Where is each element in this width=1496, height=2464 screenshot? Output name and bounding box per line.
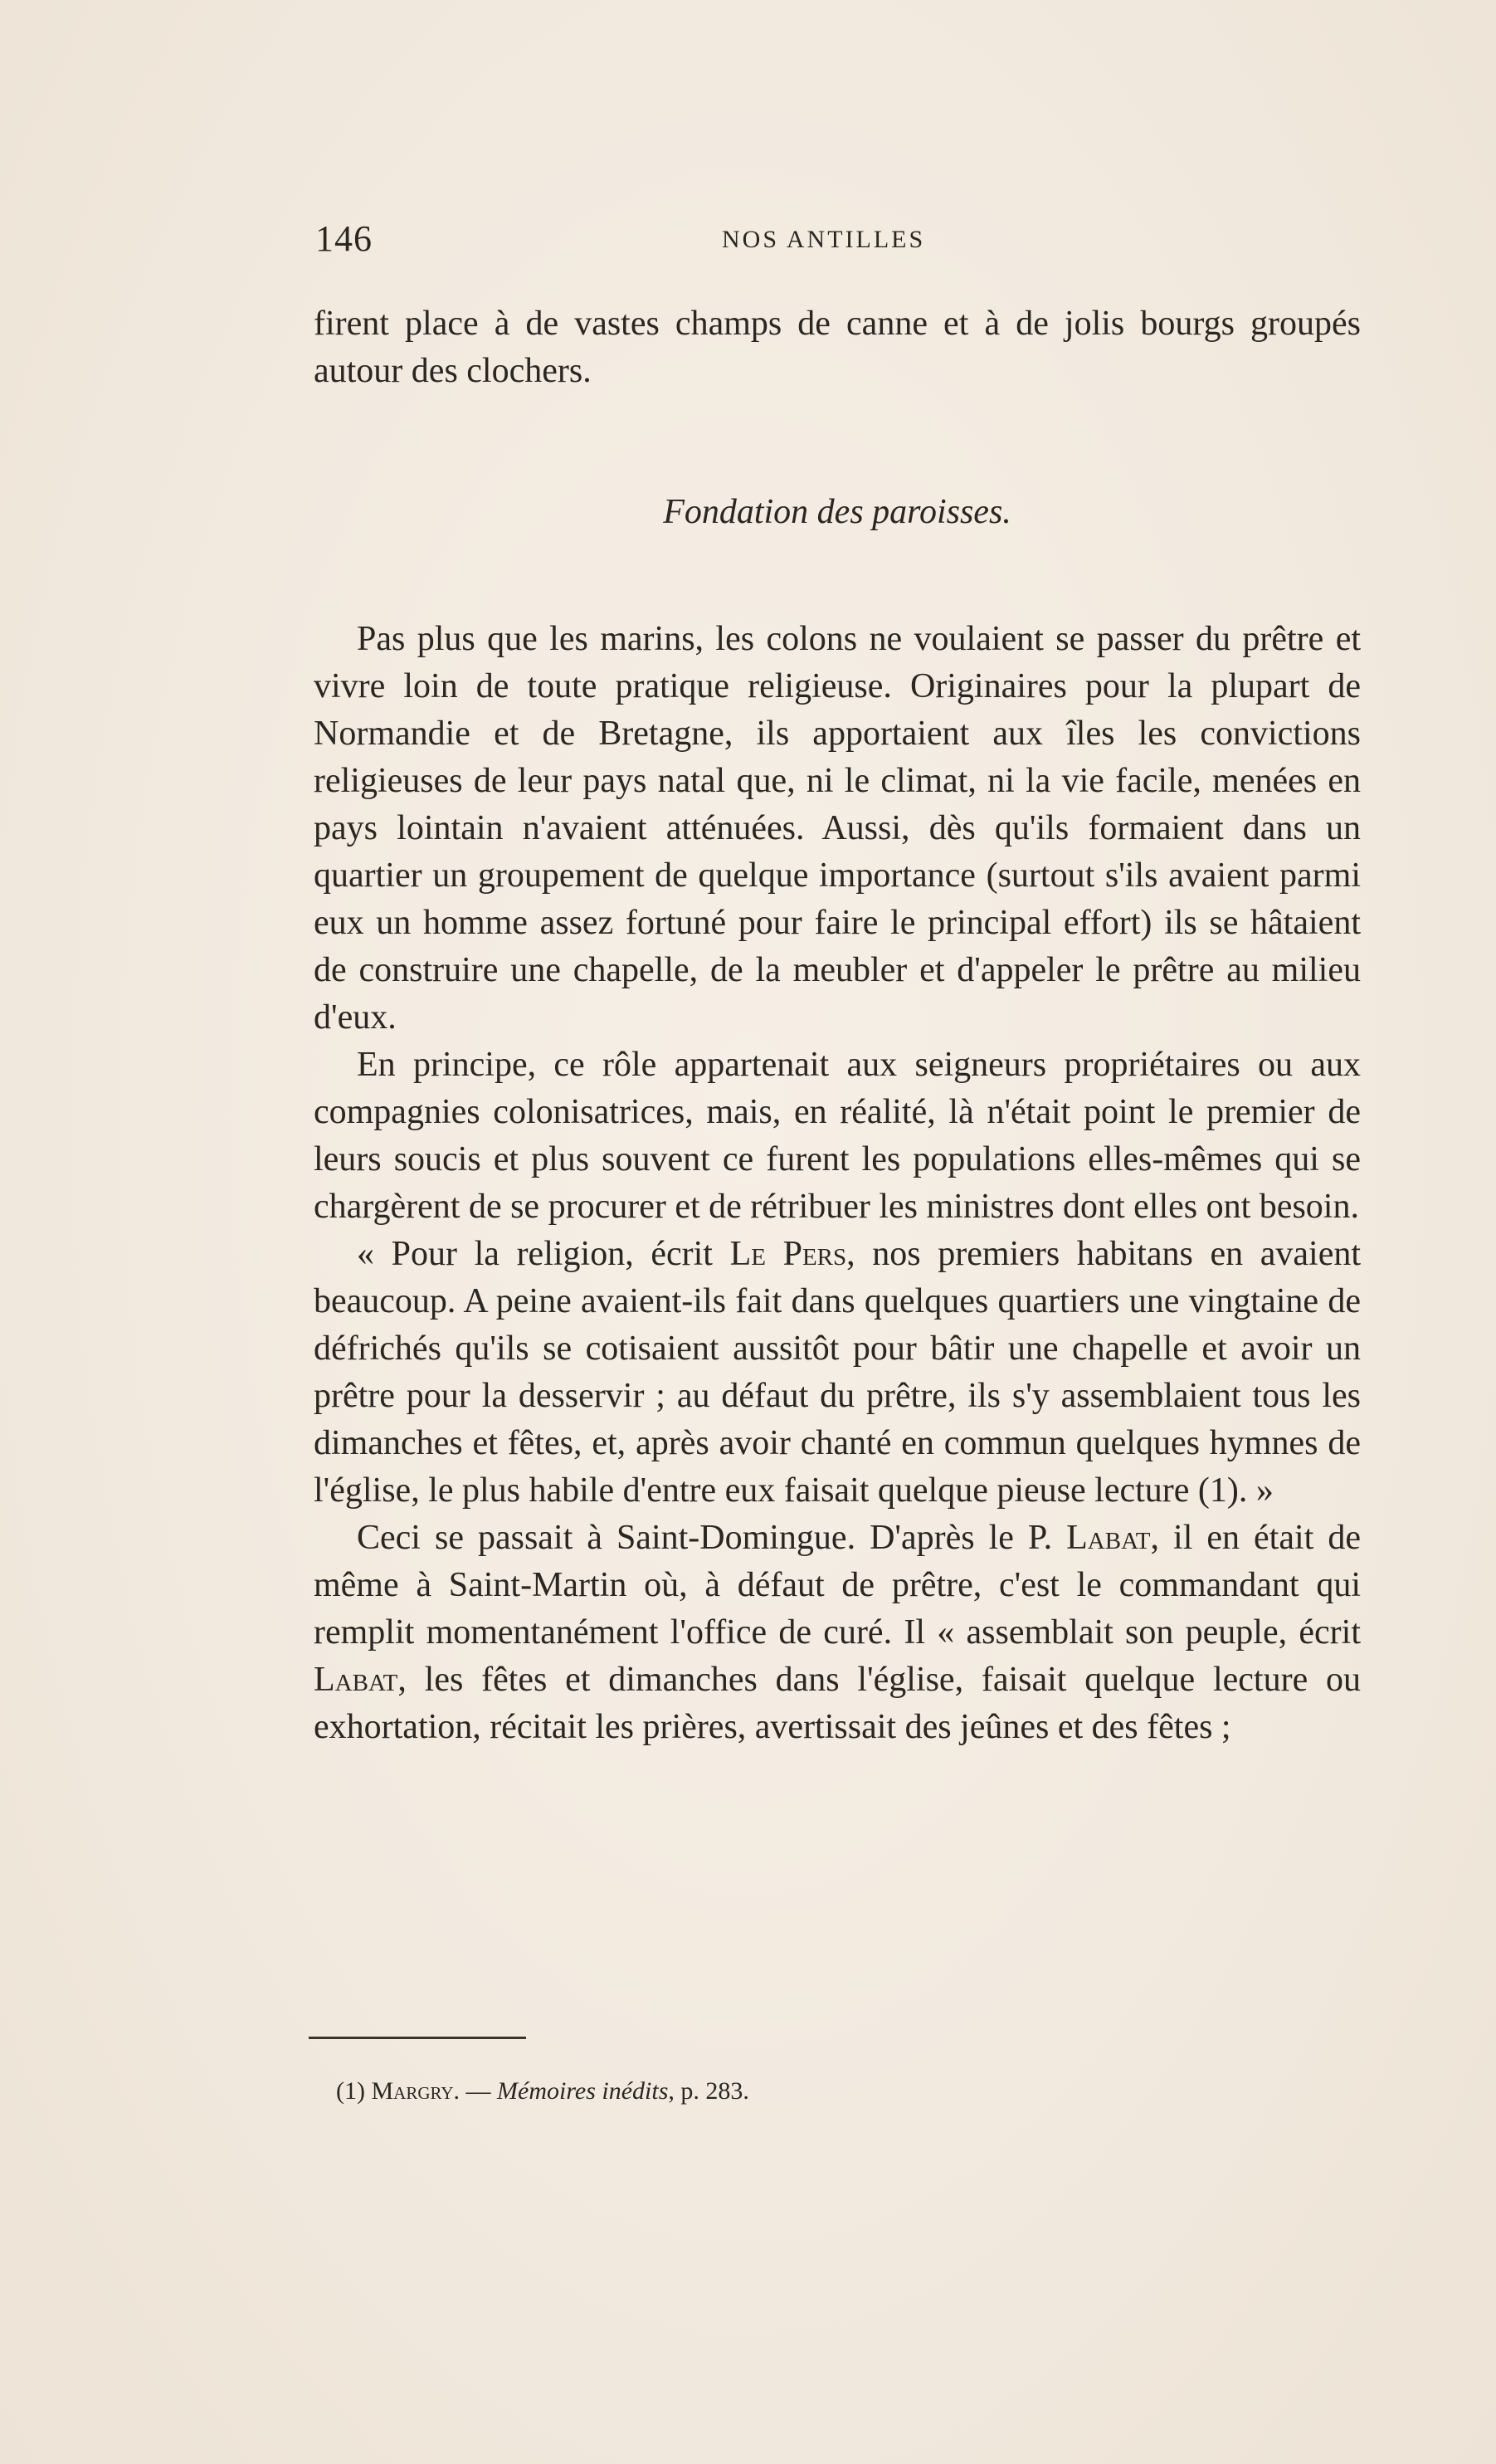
author-name: Labat [314,1661,398,1699]
paragraph-text: Ceci se passait à Saint-Domingue. D'après le P. [357,1519,1067,1557]
paragraph-text: , il en était de même à Saint-Martin où, à défaut de prêtre, c'est le commandant qui remplit momentanément l'office de curé. Il « assemblait son peuple, écrit [314,1519,1361,1652]
footnote-divider [309,2037,526,2039]
footnote [336,2075,749,2108]
paragraph-continuation: firent place à de vastes champs de canne et à de jolis bourgs groupés autour des clochers. [314,305,1361,390]
footnote-author: Margry [371,2077,454,2105]
page-number: 146 [315,218,373,259]
quote-text: « Pour la religion, écrit [357,1235,730,1273]
paragraph [314,1515,1361,1751]
author-name: Le Pers [729,1235,847,1273]
running-title: NOS ANTILLES [722,226,926,253]
quote-text: , nos premiers habitans en avaient beaucoup. A peine avaient-ils fait dans quelques quartiers une vingtaine de défrichés qu'ils se cotisaient aussitôt pour bâtir une chapelle et avoir un prêtre pour la desservir ; au défaut du prêtre, ils s'y assemblaient tous les dimanches et fêtes, et, après avoir chanté en commun quelques hymnes de l'église, le plus habile d'entre eux faisait quelque pieuse lecture (1). » [314,1235,1361,1510]
section-heading: Fondation des paroisses. [663,493,1011,531]
footnote-page-ref: , p. 283. [668,2077,749,2105]
page-header [0,217,1496,267]
footnote-marker: (1) [336,2077,372,2105]
quotation-paragraph [314,1231,1361,1515]
paragraph: Pas plus que les marins, les colons ne voulaient se passer du prêtre et vivre loin de toute pratique religieuse. Originaires pour la plupart de Normandie et de Bretagne, ils apportaient aux îles les convictions religieuses de leur pays natal que, ni le climat, ni la vie facile, menées en pays lointain n'avaient atténuées. Aussi, dès qu'ils formaient dans un quartier un groupement de quelque importance (surtout s'ils avaient parmi eux un homme assez fortuné pour faire le principal effort) ils se hâtaient de construire une chapelle, de la meubler et d'appeler le prêtre au milieu d'eux. [314,620,1361,1037]
main-text [314,300,1361,1751]
paragraph: En principe, ce rôle appartenait aux seigneurs propriétaires ou aux compagnies colonisatrices, mais, en réalité, là n'était point le premier de leurs soucis et plus souvent ce furent les populations elles-mêmes qui se chargèrent de se procurer et de rétribuer les ministres dont elles ont besoin. [314,1046,1361,1226]
paragraph-text: , les fêtes et dimanches dans l'église, faisait quelque lecture ou exhortation, récitait les prières, avertissait des jeûnes et des fêtes ; [314,1661,1361,1746]
footnote-title: Mémoires inédits [497,2077,669,2105]
author-name: Labat [1066,1519,1151,1557]
footnote-separator: . — [453,2077,498,2105]
